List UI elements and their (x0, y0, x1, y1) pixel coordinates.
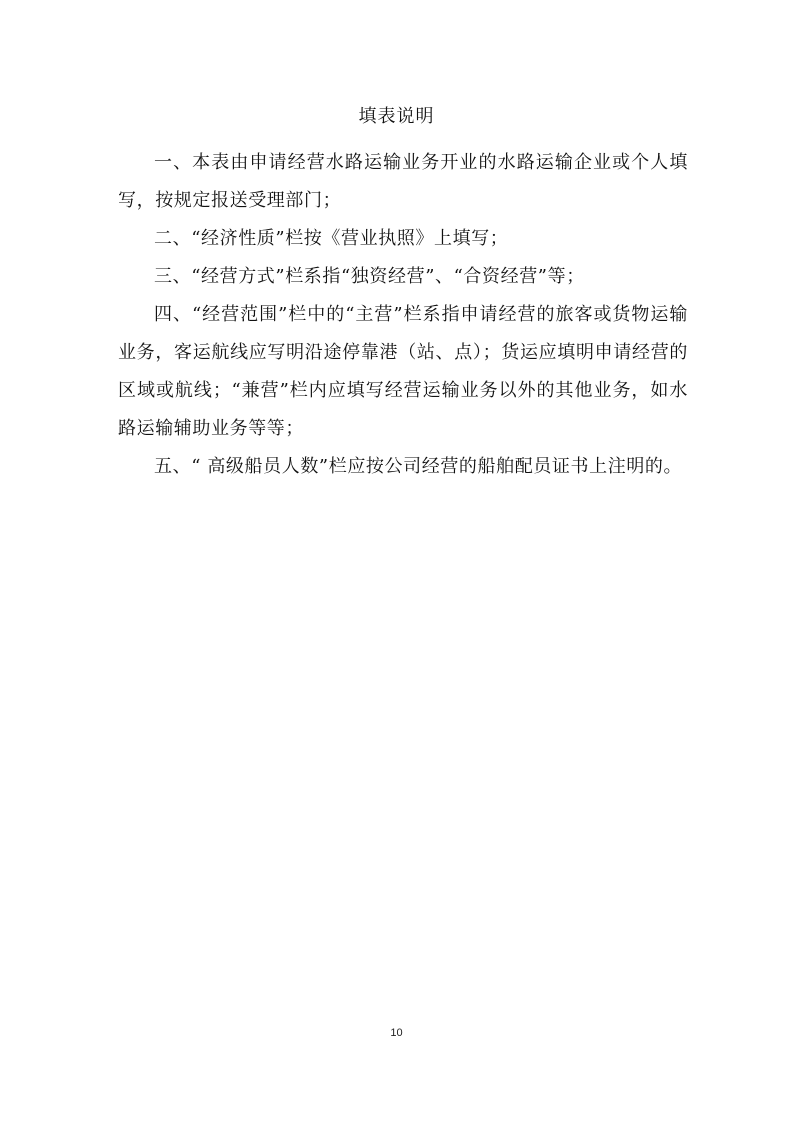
instruction-paragraph-3: 三、“经营方式”栏系指“独资经营”、“合资经营”等； (154, 266, 585, 287)
page-number: 10 (390, 1027, 403, 1039)
instruction-paragraph-1: 一、本表由申请经营水路运输业务开业的水路运输企业或个人填写，按规定报送受理部门； (118, 152, 688, 211)
instruction-paragraph-5: 五、“ 高级船员人数”栏应按公司经营的船舶配员证书上注明的。 (154, 456, 683, 477)
instruction-paragraph-4: 四、“经营范围”栏中的“主营”栏系指申请经营的旅客或货物运输业务，客运航线应写明沿途停靠港（站、点）；货运应填明申请经营的区域或航线；“兼营”栏内应填写经营运输业务以外的其他业务，如水路运输辅助业务等等； (118, 304, 688, 439)
instructions-body (118, 144, 688, 486)
page-title: 填表说明 (358, 106, 435, 127)
instruction-paragraph-2: 二、“经济性质”栏按《营业执照》上填写； (154, 228, 509, 249)
